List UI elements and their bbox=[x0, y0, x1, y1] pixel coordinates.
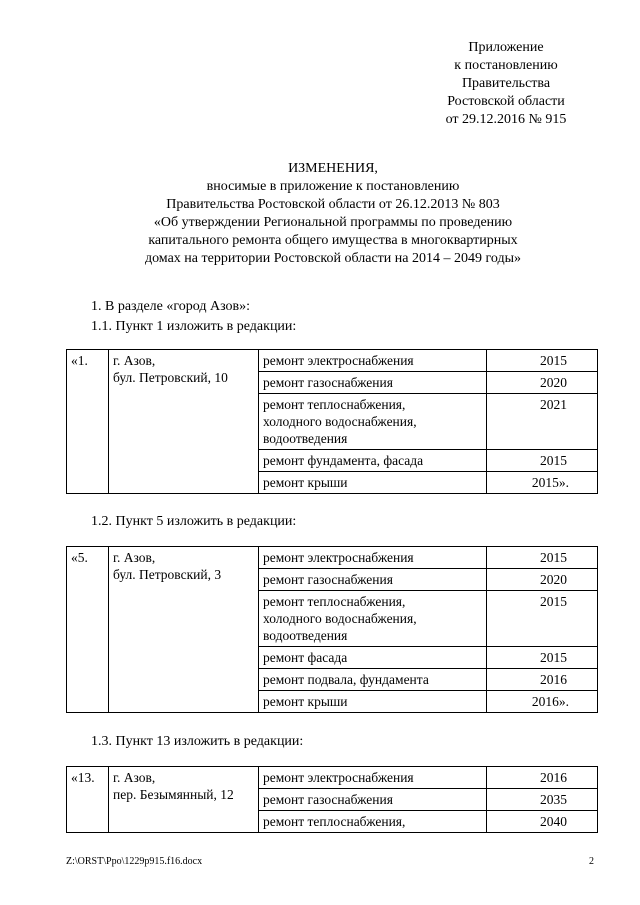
work-year: 2015 bbox=[487, 350, 598, 372]
work-type: ремонт фасада bbox=[259, 647, 487, 669]
changes-table-3 bbox=[66, 766, 598, 833]
item-address bbox=[109, 547, 259, 713]
appendix-line: от 29.12.2016 № 915 bbox=[445, 112, 567, 127]
footer-page-number: 2 bbox=[589, 856, 594, 867]
work-type: ремонт газоснабжения bbox=[259, 789, 487, 811]
work-year: 2015 bbox=[487, 450, 598, 472]
work-year: 2016 bbox=[487, 669, 598, 691]
item-address bbox=[109, 767, 259, 833]
work-type: ремонт крыши bbox=[259, 472, 487, 494]
work-type: ремонт крыши bbox=[259, 691, 487, 713]
work-year: 2020 bbox=[487, 372, 598, 394]
address-street: бул. Петровский, 10 bbox=[113, 370, 228, 385]
address-city: г. Азов, bbox=[113, 550, 156, 565]
address-street: пер. Безымянный, 12 bbox=[113, 787, 234, 802]
work-type: ремонт теплоснабжения, холодного водоснабжения, водоотведения bbox=[259, 591, 487, 647]
work-type: ремонт электроснабжения bbox=[259, 350, 487, 372]
changes-table-2 bbox=[66, 546, 598, 713]
address-city: г. Азов, bbox=[113, 353, 156, 368]
work-year: 2015 bbox=[487, 547, 598, 569]
footer-file-path: Z:\ORST\Ppo\1229p915.f16.docx bbox=[66, 856, 203, 867]
work-type: ремонт фундамента, фасада bbox=[259, 450, 487, 472]
appendix-line: Ростовской области bbox=[447, 94, 565, 109]
work-type: ремонт газоснабжения bbox=[259, 372, 487, 394]
item-number: «13. bbox=[67, 767, 109, 833]
work-type: ремонт электроснабжения bbox=[259, 767, 487, 789]
table-row bbox=[67, 547, 598, 569]
work-year: 2040 bbox=[487, 811, 598, 833]
appendix-block bbox=[426, 39, 586, 129]
heading-line: домах на территории Ростовской области на 2014 – 2049 годы» bbox=[144, 251, 522, 266]
heading-line: Правительства Ростовской области от 26.12.2013 № 803 bbox=[166, 197, 500, 212]
item-address bbox=[109, 350, 259, 494]
work-year: 2016 bbox=[487, 767, 598, 789]
heading-title: ИЗМЕНЕНИЯ, bbox=[288, 161, 378, 176]
section-title: 1. В разделе «город Азов»: bbox=[91, 299, 251, 314]
item-intro: 1.1. Пункт 1 изложить в редакции: bbox=[91, 319, 297, 334]
work-year: 2015». bbox=[487, 472, 598, 494]
item-intro: 1.2. Пункт 5 изложить в редакции: bbox=[91, 514, 297, 529]
heading-line: «Об утверждении Региональной программы по проведению bbox=[153, 215, 513, 230]
appendix-line: к постановлению bbox=[454, 58, 558, 73]
work-type: ремонт теплоснабжения, bbox=[259, 811, 487, 833]
item-number: «1. bbox=[67, 350, 109, 494]
work-type: ремонт теплоснабжения, холодного водоснабжения, водоотведения bbox=[259, 394, 487, 450]
work-year: 2020 bbox=[487, 569, 598, 591]
address-street: бул. Петровский, 3 bbox=[113, 567, 222, 582]
work-year: 2021 bbox=[487, 394, 598, 450]
item-intro: 1.3. Пункт 13 изложить в редакции: bbox=[91, 734, 304, 749]
work-type: ремонт газоснабжения bbox=[259, 569, 487, 591]
work-year: 2015 bbox=[487, 647, 598, 669]
address-city: г. Азов, bbox=[113, 770, 156, 785]
work-year: 2016». bbox=[487, 691, 598, 713]
table-row bbox=[67, 350, 598, 372]
work-type: ремонт подвала, фундамента bbox=[259, 669, 487, 691]
work-year: 2015 bbox=[487, 591, 598, 647]
work-type: ремонт электроснабжения bbox=[259, 547, 487, 569]
document-heading bbox=[60, 160, 606, 268]
work-year: 2035 bbox=[487, 789, 598, 811]
item-number: «5. bbox=[67, 547, 109, 713]
heading-line: капитального ремонта общего имущества в многоквартирных bbox=[148, 233, 518, 248]
appendix-line: Приложение bbox=[468, 40, 544, 55]
changes-table-1 bbox=[66, 349, 598, 494]
heading-line: вносимые в приложение к постановлению bbox=[206, 179, 460, 194]
appendix-line: Правительства bbox=[461, 76, 551, 91]
table-row bbox=[67, 767, 598, 789]
